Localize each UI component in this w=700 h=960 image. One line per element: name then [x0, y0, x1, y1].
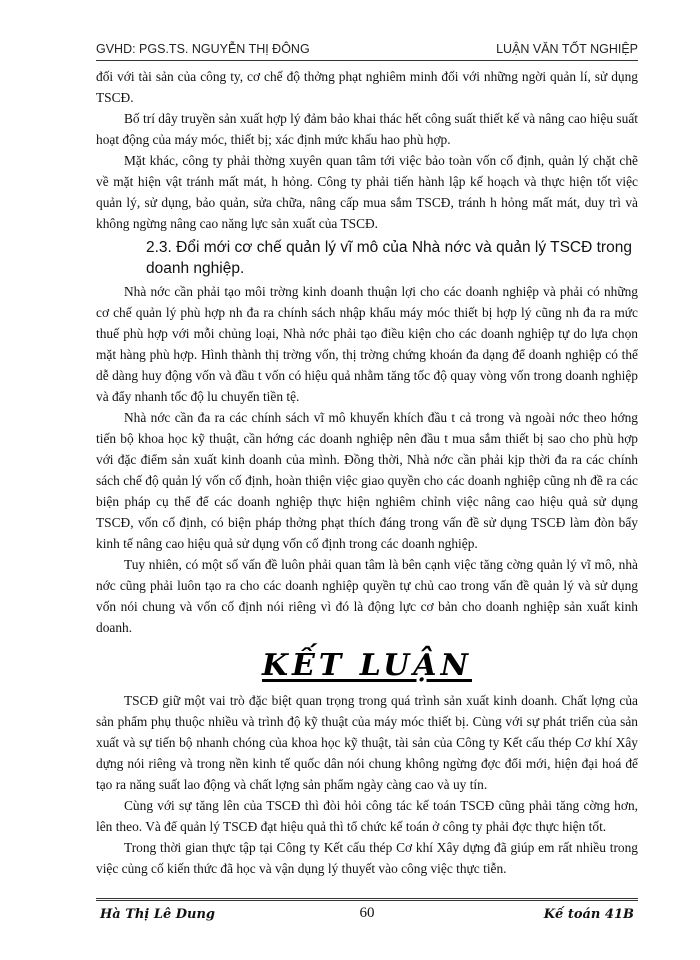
- header-thesis-title: LUẬN VĂN TỐT NGHIỆP: [496, 42, 638, 56]
- paragraph-2: Bố trí dây truyền sản xuất hợp lý đảm bảo khai thác hết công suất thiết kế và nâng cao hiệu suất hoạt động của máy móc, thiết bị; xác định mức khấu hao phù hợp.: [96, 111, 638, 147]
- paragraph-6: Tuy nhiên, có một số vấn đề luôn phải quan tâm là bên cạnh việc tăng cờng quản lý vĩ mô, nhà nớc cũng phải luôn tạo ra cho các doanh nghiệp quyền tự chủ cao trong vấn đề quản lý và sử dụng vốn nói chung và vốn cố định nói riêng vì đó là động lực cơ bản cho doanh nghiệp sản xuất kinh doanh.: [96, 557, 638, 635]
- paragraph-5: Nhà nớc cần đa ra các chính sách vĩ mô khuyến khích đầu t cả trong và ngoài nớc theo hớng tiến bộ khoa học kỹ thuật, cần hớng các doanh nghiệp nên đầu t mua sắm thiết bị sao cho phù hợp với đặc điểm sản xuất kinh doanh của mình. Đồng thời, Nhà nớc cần phải kịp thời đa ra các chính sách chế độ quản lý vốn cố định, hoàn thiện việc giao quyền cho các doanh nghiệp cũng nh đề ra các biện pháp cụ thể để các doanh nghiệp thực hiện nghiêm chỉnh việc nâng cao hiệu quả sử dụng TSCĐ, vốn cố định, có biện pháp thởng phạt thích đáng trong vấn đề sử dụng TSCĐ làm đòn bẩy kinh tế nâng cao hiệu quả sử dụng vốn cố định trong các doanh nghiệp.: [96, 410, 638, 551]
- conclusion-title: KẾT LUẬN: [261, 648, 473, 683]
- page-header: [96, 40, 638, 61]
- paragraph-1: đối với tài sản của công ty, cơ chế độ thởng phạt nghiêm minh đối với những ngời quản lí, sử dụng TSCĐ.: [96, 69, 638, 105]
- page-body: [96, 66, 638, 879]
- footer-page-number: 60: [359, 905, 375, 921]
- paragraph-4: Nhà nớc cần phải tạo môi trờng kinh doanh thuận lợi cho các doanh nghiệp và phải có những cơ chế quản lý phù hợp nh đa ra chính sách nhập khẩu máy móc thiết bị hợp lý cũng nh đa ra mức thuế phù hợp với mỗi chủng loại, Nhà nớc phải tạo điều kiện cho các doanh nghiệp tự do lựa chọn mặt hàng phù hợp. Hình thành thị trờng vốn, thị trờng chứng khoán đa dạng để doanh nghiệp có thể dễ dàng huy động vốn và đầu t vốn có hiệu quả nhằm tăng tốc độ quay vòng vốn trong doanh nghiệp và đẩy nhanh tốc độ lu chuyển tiền tệ.: [96, 284, 638, 404]
- paragraph-3: Mặt khác, công ty phải thờng xuyên quan tâm tới việc bảo toàn vốn cố định, quản lý chặt chẽ về mặt hiện vật tránh mất mát, h hỏng. Công ty phải tiến hành lập kế hoạch và thực hiện tốt việc quản lý, sử dụng, bảo quản, sửa chữa, nâng cấp mua sắm TSCĐ, tránh h hỏng mất mát, duy trì và không ngừng nâng cao năng lực sản xuất của TSCĐ.: [96, 153, 638, 231]
- page-footer: [96, 898, 638, 927]
- paragraph-9: Trong thời gian thực tập tại Công ty Kết cấu thép Cơ khí Xây dựng đã giúp em rất nhiều trong việc củng cố kiến thức đã học và vận dụng lý thuyết vào công việc thực tiễn.: [96, 840, 638, 876]
- paragraph-8: Cùng với sự tăng lên của TSCĐ thì đòi hỏi công tác kế toán TSCĐ cũng phải tăng cờng hơn, lên theo. Và để quản lý TSCĐ đạt hiệu quả thì tổ chức kế toán ở công ty phải đợc thực hiện tốt.: [96, 798, 638, 834]
- paragraph-7: TSCĐ giữ một vai trò đặc biệt quan trọng trong quá trình sản xuất kinh doanh. Chất lợng của sản phẩm phụ thuộc nhiều và trình độ kỹ thuật của máy móc thiết bị. Cùng với sự phát triển của sản xuất và sự tiến bộ nhanh chóng của khoa học kỹ thuật, tài sản của Công ty Kết cấu thép Cơ khí Xây dựng nói riêng và trong nền kinh tế quốc dân nói chung không ngừng đợc đổi mới, hiện đại hoá để tạo ra năng suất lao động và chất lợng sản phẩm ngày càng cao và uy tín.: [96, 693, 638, 792]
- footer-author: Hà Thị Lê Dung: [100, 907, 216, 922]
- section-heading: 2.3. Đổi mới cơ chế quản lý vĩ mô của Nhà nớc và quản lý TSCĐ trong doanh nghiệp.: [146, 239, 632, 277]
- footer-class: Kế toán 41B: [543, 907, 634, 922]
- header-supervisor: GVHD: PGS.TS. NGUYỄN THỊ ĐÔNG: [96, 42, 310, 56]
